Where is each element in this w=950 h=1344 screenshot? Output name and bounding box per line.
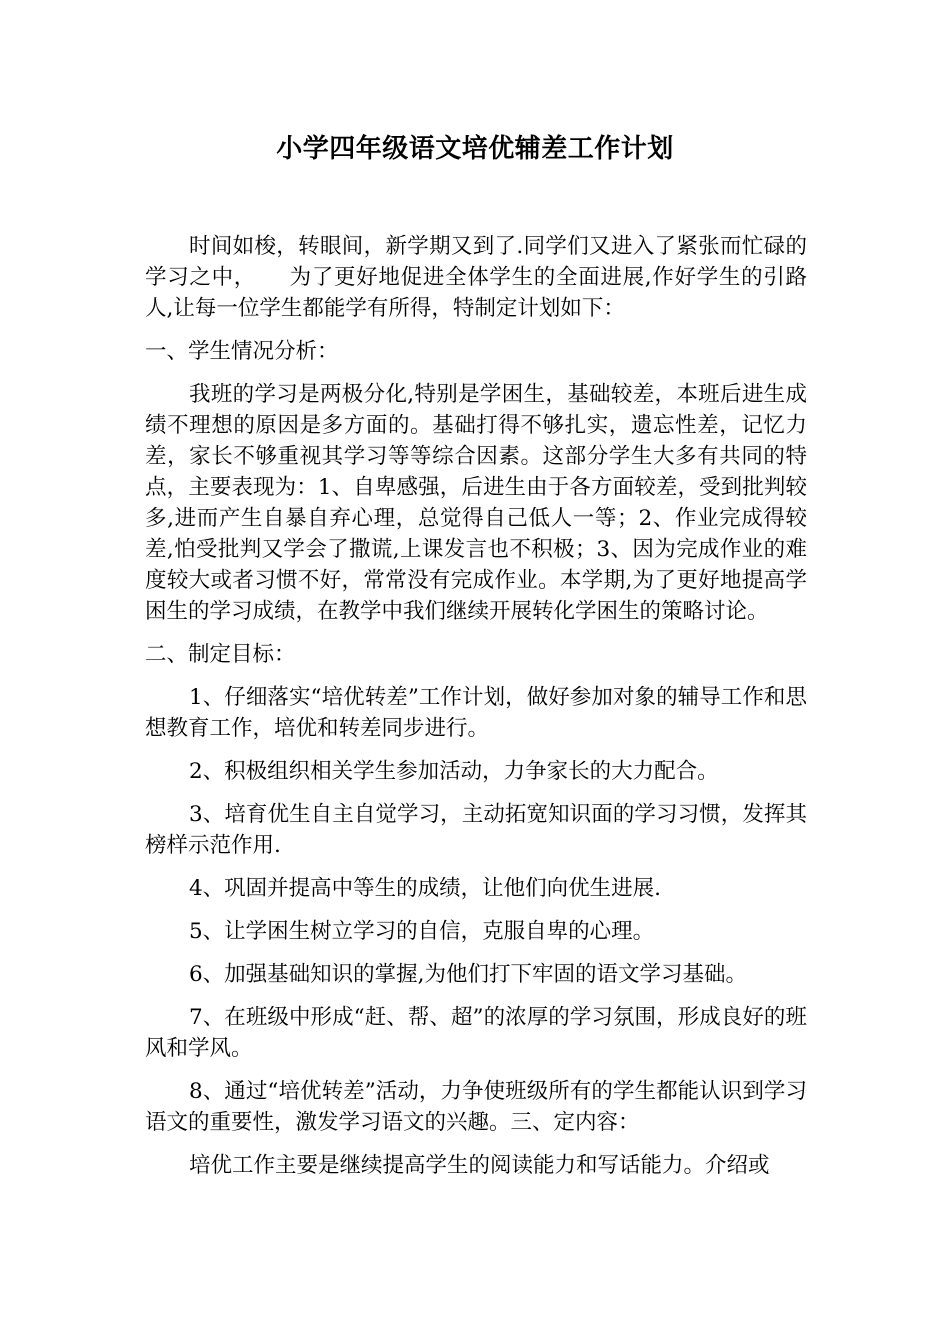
- goal-item-4: 4、巩固并提高中等生的成绩，让他们向优生进展.: [189, 876, 662, 901]
- goal-item-1: 1、仔细落实“培优转差”工作计划，做好参加对象的辅导工作和思想教育工作，培优和转差同步进行。: [145, 685, 807, 741]
- document-title: 小学四年级语文培优辅差工作计划: [276, 134, 674, 164]
- goal-item-7: 7、在班级中形成“赶、帮、超”的浓厚的学习氛围，形成良好的班风和学风。: [145, 1005, 807, 1061]
- goal-item-3: 3、培育优生自主自觉学习，主动拓宽知识面的学习习惯，发挥其榜样示范作用.: [145, 802, 807, 858]
- section-heading-student-analysis: 一、学生情况分析：: [145, 339, 339, 364]
- goal-item-8: 8、通过“培优转差”活动，力争使班级所有的学生都能认识到学习语文的重要性，激发学习语文的兴趣。三、定内容：: [145, 1079, 807, 1135]
- content-paragraph: 培优工作主要是继续提高学生的阅读能力和写话能力。介绍或: [189, 1153, 770, 1178]
- goal-item-5: 5、让学困生树立学习的自信，克服自卑的心理。: [189, 919, 655, 944]
- goal-item-6: 6、加强基础知识的掌握,为他们打下牢固的语文学习基础。: [189, 962, 748, 987]
- goal-item-2: 2、积极组织相关学生参加活动，力争家长的大力配合。: [189, 759, 719, 784]
- intro-paragraph: 时间如梭，转眼间，新学期又到了.同学们又进入了紧张而忙碌的学习之中， 为了更好地促进全体学生的全面进展,作好学生的引路人,让每一位学生都能学有所得，特制定计划如下：: [145, 234, 807, 321]
- section-heading-goals: 二、制定目标：: [145, 642, 296, 667]
- document-body: [145, 231, 807, 1193]
- student-analysis-paragraph: 我班的学习是两极分化,特别是学困生，基础较差，本班后进生成绩不理想的原因是多方面的。基础打得不够扎实，遗忘性差，记忆力差，家长不够重视其学习等等综合因素。这部分学生大多有共同的特点，主要表现为：1、自卑感强，后进生由于各方面较差，受到批判较多,进而产生自暴自弃心理，总觉得自己低人一等；2、作业完成得较差,怕受批判又学会了撒谎,上课发言也不积极；3、因为完成作业的难度较大或者习惯不好，常常没有完成作业。本学期,为了更好地提高学困生的学习成绩，在教学中我们继续开展转化学困生的策略讨论。: [145, 382, 807, 624]
